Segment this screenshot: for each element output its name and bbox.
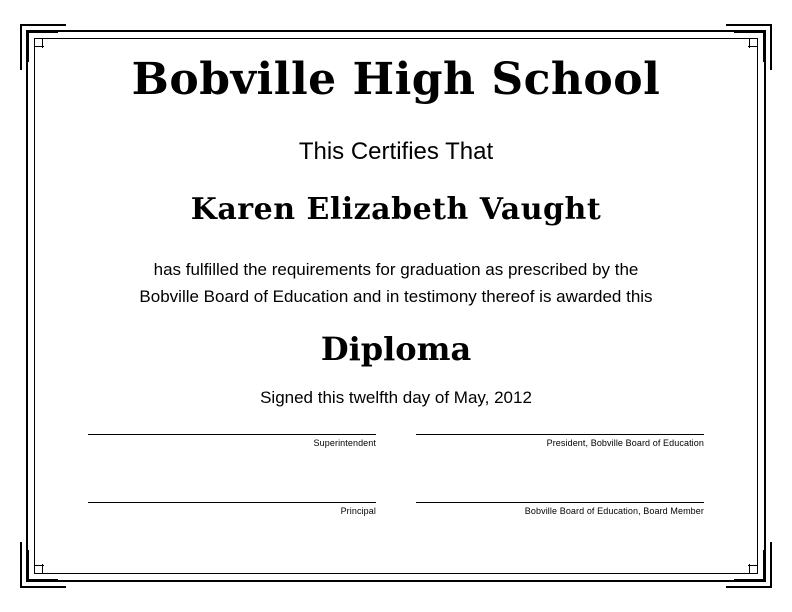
student-name: Karen Elizabeth Vaught (190, 192, 602, 228)
award-title: Diploma (320, 330, 472, 369)
school-name: Bobville High School (131, 54, 661, 105)
signature-block-president (416, 408, 704, 448)
signature-block-principal (88, 476, 376, 516)
signature-label: Principal (340, 506, 376, 516)
signed-date: Signed this twelfth day of May, 2012 (260, 388, 532, 408)
corner-ornament-bottom-right (726, 542, 772, 588)
signature-line (416, 476, 704, 503)
signature-block-superintendent (88, 408, 376, 448)
signature-label: Bobville Board of Education, Board Member (524, 506, 704, 516)
certificate-content (60, 56, 732, 408)
signature-line (88, 476, 376, 503)
signature-line (416, 408, 704, 435)
signature-section (88, 408, 704, 544)
signature-block-board-member (416, 476, 704, 516)
signature-label: Superintendent (313, 438, 376, 448)
corner-ornament-bottom-left (20, 542, 66, 588)
corner-ornament-top-right (726, 24, 772, 70)
body-line-2: Bobville Board of Education and in testimony thereof is awarded this (139, 286, 653, 306)
signature-row-2 (88, 476, 704, 516)
body-line-1: has fulfilled the requirements for graduation as prescribed by the (153, 260, 639, 280)
signature-label: President, Bobville Board of Education (546, 438, 704, 448)
signature-row-1 (88, 408, 704, 448)
certifies-text: This Certifies That (298, 138, 494, 166)
signature-line (88, 408, 376, 435)
